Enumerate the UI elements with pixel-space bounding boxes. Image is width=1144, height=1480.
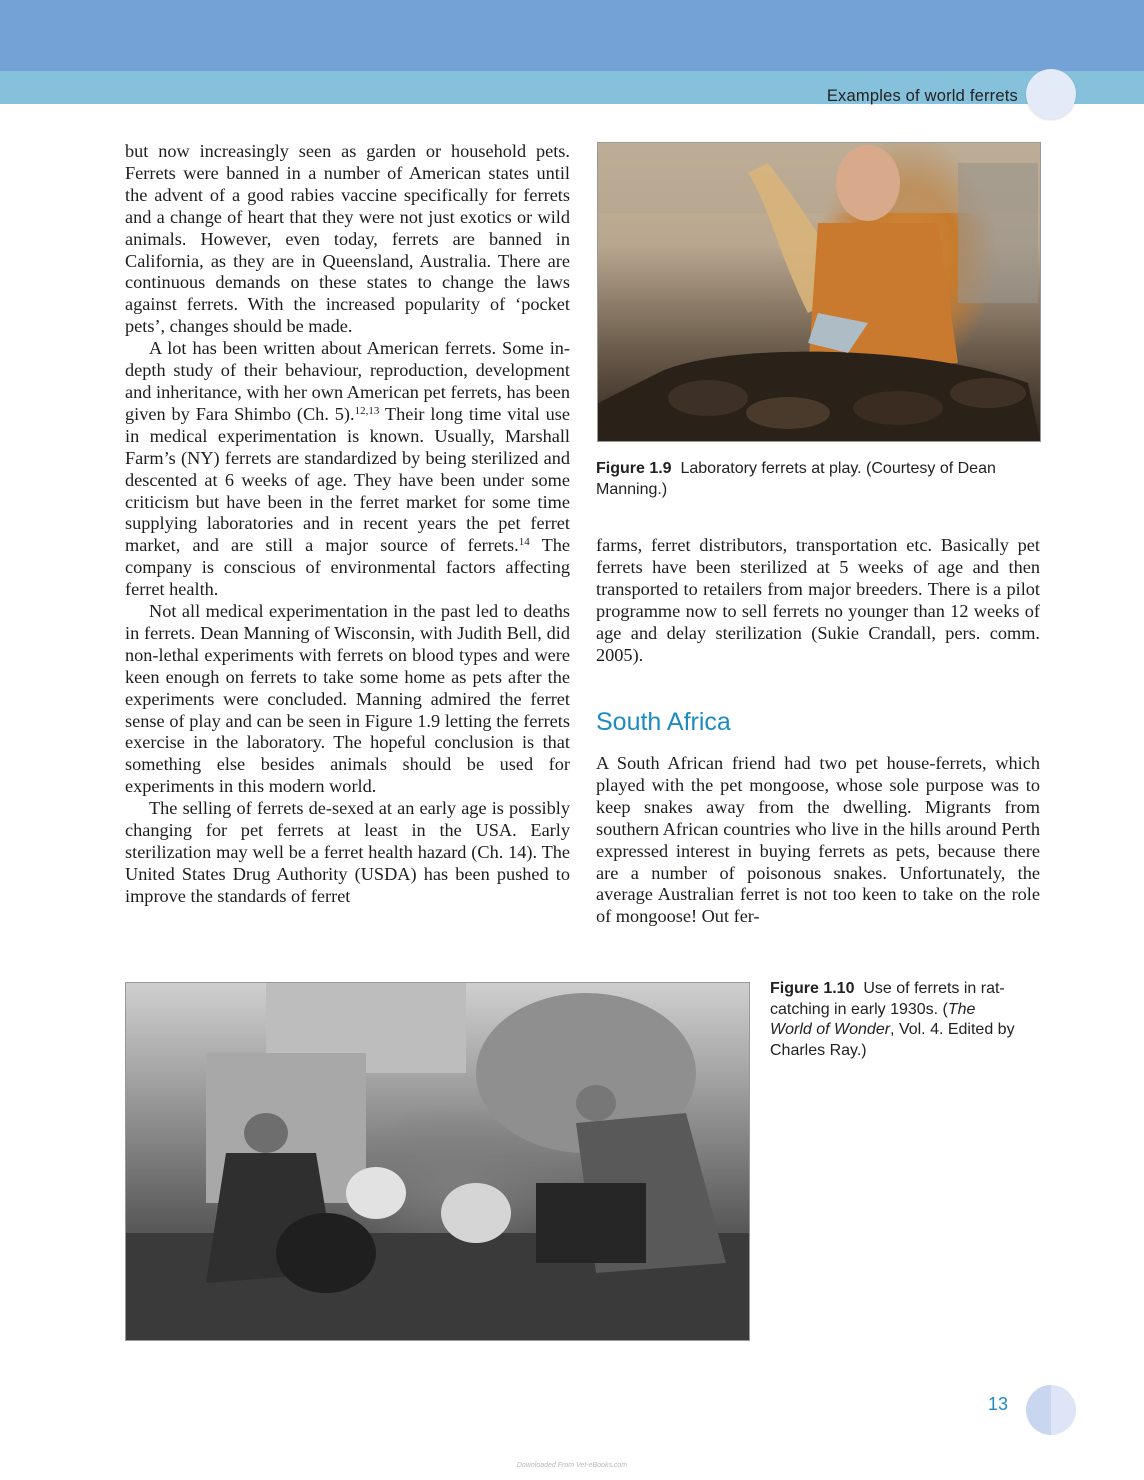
figure-label: Figure 1.9 [596,460,672,477]
figure-1-10-caption [770,979,1020,1061]
caption-text: Laboratory ferrets at play. (Courtesy of Dean Manning.) [596,460,996,498]
footer-circle-ornament [1026,1385,1076,1435]
caption-text: , Vol. 4. Edited by Charles Ray.) [770,1021,1015,1059]
paragraph: Not all medical experimentation in the past led to deaths in ferrets. Dean Manning of Wisconsin, with Judith Bell, did non-lethal experiments with ferrets on blood types and were keen enough on ferrets to take some home as pets after the experiments were concluded. Manning admired the ferret sense of play and can be seen in Figure 1.9 letting the ferrets exercise in the laboratory. The hopeful conclusion is that something else besides animals should be used for experiments in this modern world. [125,601,570,797]
header-band [0,0,1144,71]
running-head: Examples of world ferrets [826,87,1018,105]
figure-1-10-photo [125,982,750,1341]
paragraph [125,338,570,601]
paragraph: farms, ferret distributors, transportation etc. Basically pet ferrets have been sterilized at 5 weeks of age and then transported to retailers from major breeders. There is a pilot programme now to sell ferrets no younger than 12 weeks of age and delay sterilization (Sukie Crandall, pers. comm. 2005). [596,535,1040,665]
text-span: A lot has been written about American ferrets. Some in-depth study of their behaviour, reproduction, development and inheritance, with her own American pet ferrets, has been given by Fara Shimbo (Ch. 5). [125,338,570,424]
paragraph: but now increasingly seen as garden or household pets. Ferrets were banned in a number of American states until the advent of a good rabies vaccine specifically for ferrets and a change of heart that they were not just exotics or wild animals. However, even today, ferrets are banned in California, as they are in Queensland, Australia. There are continuous demands on these states to change the laws against ferrets. With the increased popularity of ‘pocket pets’, changes should be made. [125,141,570,337]
left-column [125,141,570,908]
figure-1-9-photo [597,142,1041,442]
page-number: 13 [988,1394,1009,1414]
text-span: Their long time vital use in medical experimentation is known. Usually, Marshall Farm’s (NY) ferrets are standardized by being sterilized and descented at 6 weeks of age. They have been under some criticism but have been in the ferret market for some time supplying laboratories and in recent years the pet ferret market, and are still a major source of ferrets. [125,403,570,556]
right-column-top [596,535,1040,666]
citation-superscript: 14 [518,536,530,549]
photo-scene [598,143,1040,441]
photo-scene [126,983,749,1340]
watermark: Downloaded From Vet-eBooks.com [516,1462,628,1469]
citation-superscript: 12,13 [354,404,380,417]
section-heading: South Africa [596,708,731,736]
paragraph: A South African friend had two pet house-ferrets, which played with the pet mongoose, whose sole purpose was to keep snakes away from the dwelling. Migrants from southern African countries who live in the hills around Perth expressed interest in buying ferrets as pets, because there are a number of poisonous snakes. Unfortunately, the average Australian ferret is not too keen to take on the role of mongoose! Out fer- [596,753,1040,927]
header-circle-ornament [1026,69,1076,119]
figure-label: Figure 1.10 [770,980,855,997]
paragraph: The selling of ferrets de-sexed at an early age is possibly changing for pet ferrets at least in the USA. Early sterilization may well be a ferret health hazard (Ch. 14). The United States Drug Authority (USDA) has been pushed to improve the standards of ferret [125,798,570,906]
book-title: The World of Wonder [770,1000,976,1038]
text-span: The company is conscious of environmental factors affecting ferret health. [125,535,570,600]
caption-text: Use of ferrets in rat-catching in early 1930s. ( [770,980,1005,1018]
right-column-bottom [596,753,1040,928]
figure-1-9-caption [596,459,1041,500]
